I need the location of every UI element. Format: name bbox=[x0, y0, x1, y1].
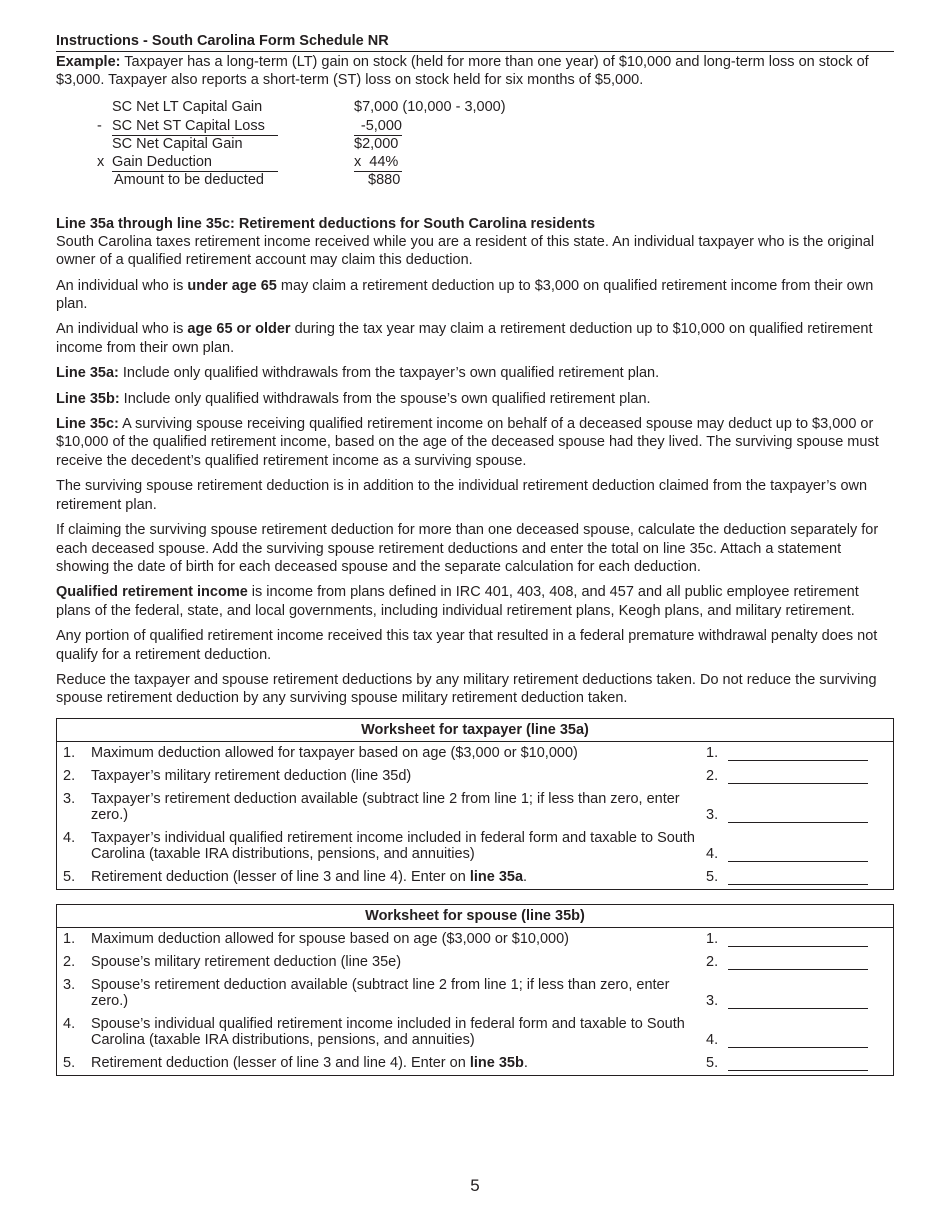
row-text: Maximum deduction allowed for taxpayer based on age ($3,000 or $10,000) bbox=[91, 744, 578, 761]
entry-blank[interactable] bbox=[728, 994, 868, 1009]
example-calculation bbox=[56, 98, 894, 203]
paragraph bbox=[56, 320, 894, 357]
text-run: may claim a retirement deduction up to $3,000 on qualified retirement income from their own plan. bbox=[56, 277, 874, 313]
calc-label: SC Net LT Capital Gain bbox=[112, 98, 263, 115]
text-run: Retirement deduction (lesser of line 3 and line 4). Enter on bbox=[91, 868, 470, 885]
bold-text: Line 35b: bbox=[56, 390, 120, 407]
section-heading: Line 35a through line 35c: Retirement deductions for South Carolina residents bbox=[56, 215, 596, 232]
entry-line[interactable] bbox=[706, 1055, 868, 1071]
text-run: during the tax year may claim a retirement deduction up to $10,000 on qualified retirement income from their own plan. bbox=[56, 321, 873, 356]
paragraph: Any portion of qualified retirement income received this tax year that resulted in a federal premature withdrawal penalty does not qualify for a retirement deduction. bbox=[56, 628, 878, 663]
example-label: Example: bbox=[56, 54, 121, 70]
entry-line-number: 1. bbox=[706, 744, 719, 761]
entry-line-number: 3. bbox=[706, 806, 719, 823]
entry-blank[interactable] bbox=[728, 808, 868, 823]
paragraph bbox=[56, 390, 894, 408]
row-number: 2. bbox=[63, 953, 76, 970]
paragraph bbox=[56, 583, 894, 620]
row-number: 3. bbox=[63, 976, 76, 993]
bold-text: under age 65 bbox=[187, 277, 277, 294]
text-run: . bbox=[523, 868, 528, 885]
page-number: 5 bbox=[470, 1176, 480, 1195]
text-run: Include only qualified withdrawals from the spouse’s own qualified retirement plan. bbox=[119, 390, 651, 407]
entry-blank[interactable] bbox=[728, 1056, 868, 1071]
row-number: 4. bbox=[63, 1015, 76, 1032]
calc-label: SC Net Capital Gain bbox=[112, 135, 243, 152]
paragraph bbox=[56, 415, 894, 470]
bold-text: Line 35c: bbox=[56, 416, 119, 433]
page-header: Instructions - South Carolina Form Schedule NR bbox=[56, 32, 894, 52]
entry-line-number: 4. bbox=[706, 845, 719, 862]
worksheet-row bbox=[57, 788, 893, 827]
entry-line[interactable] bbox=[706, 954, 868, 970]
row-text: Maximum deduction allowed for spouse based on age ($3,000 or $10,000) bbox=[91, 930, 569, 947]
entry-blank[interactable] bbox=[728, 847, 868, 862]
text-run: Include only qualified withdrawals from the taxpayer’s own qualified retirement plan. bbox=[118, 365, 660, 382]
entry-line-number: 1. bbox=[706, 930, 719, 947]
paragraph: The surviving spouse retirement deduction is in addition to the individual retirement deduction claimed from the taxpayer’s own retirement plan. bbox=[56, 478, 868, 513]
row-text: Spouse’s individual qualified retirement income included in federal form and taxable to South Carolina (taxable IRA distributions, pensions, and annuities) bbox=[91, 1015, 685, 1048]
row-number: 5. bbox=[63, 868, 76, 885]
worksheet-row bbox=[57, 1013, 893, 1052]
entry-line[interactable] bbox=[706, 768, 868, 784]
calc-operator: - bbox=[97, 117, 102, 134]
entry-blank[interactable] bbox=[728, 1033, 868, 1048]
calc-row bbox=[56, 171, 576, 189]
text-run: An individual who is bbox=[56, 321, 188, 338]
entry-line[interactable] bbox=[706, 846, 868, 862]
entry-blank[interactable] bbox=[728, 955, 868, 970]
calc-row bbox=[56, 117, 576, 135]
entry-line-number: 4. bbox=[706, 1031, 719, 1048]
calc-row bbox=[56, 135, 576, 153]
worksheet-row bbox=[57, 951, 893, 974]
entry-line-number: 3. bbox=[706, 992, 719, 1009]
calc-value: -5,000 bbox=[354, 117, 402, 136]
page-content bbox=[56, 32, 894, 1076]
entry-line[interactable] bbox=[706, 869, 868, 885]
entry-blank[interactable] bbox=[728, 932, 868, 947]
bold-text: line 35b bbox=[469, 1054, 524, 1071]
calc-row bbox=[56, 98, 576, 116]
entry-line-number: 5. bbox=[706, 1054, 719, 1071]
calc-value: x 44% bbox=[354, 153, 402, 172]
entry-line-number: 2. bbox=[706, 767, 719, 784]
text-run: is income from plans defined in IRC 401, 403, 408, and 457 and all public employee retirement plans of the federal, state, and local governments, including individual retirement plans, Keogh plans, and military retirement. bbox=[56, 584, 859, 619]
worksheet-title: Worksheet for spouse (line 35b) bbox=[57, 905, 893, 928]
entry-blank[interactable] bbox=[728, 769, 868, 784]
worksheet-spouse bbox=[56, 904, 894, 1076]
row-number: 2. bbox=[63, 767, 76, 784]
calc-label: Amount to be deducted bbox=[114, 171, 264, 188]
paragraph: Reduce the taxpayer and spouse retirement deductions by any military retirement deductions taken. Do not reduce the surviving spouse retirement deduction by any surviving spouse military retirement deduction taken. bbox=[56, 671, 877, 707]
row-number: 5. bbox=[63, 1054, 76, 1071]
row-number: 3. bbox=[63, 790, 76, 807]
row-number: 1. bbox=[63, 930, 76, 947]
worksheet-row bbox=[57, 928, 893, 951]
row-text: Spouse’s retirement deduction available (subtract line 2 from line 1; if less than zero, enter zero.) bbox=[91, 976, 670, 1009]
entry-line[interactable] bbox=[706, 745, 868, 761]
paragraph bbox=[56, 277, 894, 314]
calc-operator: x bbox=[97, 153, 105, 170]
worksheet-row bbox=[57, 765, 893, 788]
paragraph bbox=[56, 364, 894, 382]
bold-text: Line 35a: bbox=[56, 365, 119, 382]
text-run: An individual who is bbox=[56, 277, 188, 294]
entry-blank[interactable] bbox=[728, 870, 868, 885]
entry-line[interactable] bbox=[706, 931, 868, 947]
calc-label: SC Net ST Capital Loss bbox=[112, 117, 278, 136]
entry-line-number: 2. bbox=[706, 953, 719, 970]
entry-line[interactable] bbox=[706, 993, 868, 1009]
calc-value: $880 bbox=[368, 171, 401, 188]
entry-blank[interactable] bbox=[728, 746, 868, 761]
row-text: Taxpayer’s military retirement deduction (line 35d) bbox=[91, 767, 412, 784]
text-run: Retirement deduction (lesser of line 3 and line 4). Enter on bbox=[91, 1054, 470, 1071]
worksheet-taxpayer bbox=[56, 718, 894, 890]
worksheet-row bbox=[57, 974, 893, 1013]
text-run: . bbox=[523, 1054, 528, 1071]
calc-value: $7,000 (10,000 - 3,000) bbox=[354, 98, 506, 115]
row-number: 4. bbox=[63, 829, 76, 846]
worksheet-title: Worksheet for taxpayer (line 35a) bbox=[57, 719, 893, 742]
bold-text: age 65 or older bbox=[187, 321, 291, 338]
row-text bbox=[91, 1055, 701, 1071]
row-text: Spouse’s military retirement deduction (line 35e) bbox=[91, 953, 402, 970]
row-number: 1. bbox=[63, 744, 76, 761]
example-text: Taxpayer has a long-term (LT) gain on stock (held for more than one year) of $10,000 and long-term loss on stock of $3,000. Taxpayer also reports a short-term (ST) loss on stock held for six months of $5,000. bbox=[56, 54, 869, 89]
entry-line-number: 5. bbox=[706, 868, 719, 885]
worksheet-row bbox=[57, 866, 893, 889]
paragraph: South Carolina taxes retirement income received while you are a resident of this state. An individual taxpayer who is the original owner of a qualified retirement account may claim this deduction. bbox=[56, 233, 875, 269]
calc-value: $2,000 bbox=[354, 135, 399, 152]
row-text bbox=[91, 869, 701, 885]
text-run: A surviving spouse receiving qualified retirement income on behalf of a deceased spouse may deduct up to $3,000 or $10,000 of the qualified retirement income, based on the age of the deceased spouse had they lived. The surviving spouse must receive the decedent’s qualified retirement income as a surviving spouse. bbox=[56, 416, 879, 469]
calc-row bbox=[56, 153, 576, 171]
row-text: Taxpayer’s retirement deduction available (subtract line 2 from line 1; if less than zero, enter zero.) bbox=[91, 790, 680, 823]
example-paragraph bbox=[56, 53, 894, 90]
paragraph: If claiming the surviving spouse retirement deduction for more than one deceased spouse, calculate the deduction separately for each deceased spouse. Add the surviving spouse retirement deductions and enter the total on line 35c. Attach a statement showing the date of birth for each deceased spouse and the separate calculation for each deduction. bbox=[56, 522, 879, 575]
entry-line[interactable] bbox=[706, 1032, 868, 1048]
calc-label: Gain Deduction bbox=[112, 153, 278, 172]
entry-line[interactable] bbox=[706, 807, 868, 823]
bold-text: line 35a bbox=[469, 868, 524, 885]
worksheet-row bbox=[57, 742, 893, 765]
worksheet-row bbox=[57, 1052, 893, 1075]
worksheet-row bbox=[57, 827, 893, 866]
bold-text: Qualified retirement income bbox=[56, 584, 248, 601]
row-text: Taxpayer’s individual qualified retirement income included in federal form and taxable to South Carolina (taxable IRA distributions, pensions, and annuities) bbox=[91, 829, 695, 862]
